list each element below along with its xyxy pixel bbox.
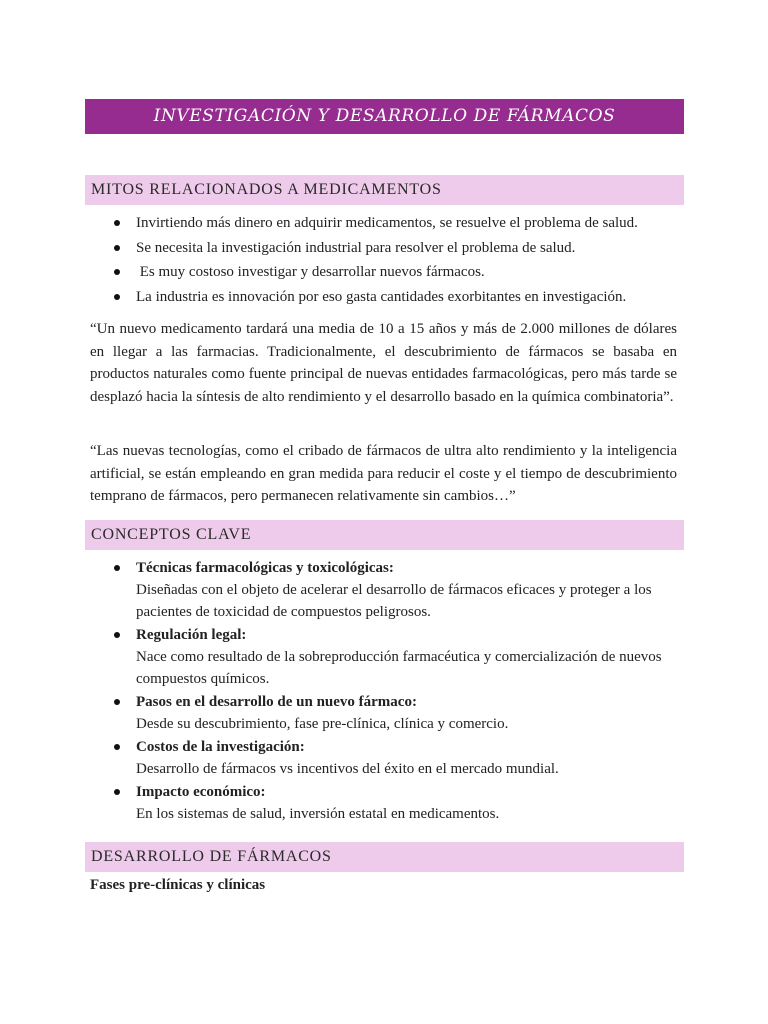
myth-text: Invirtiendo más dinero en adquirir medicamentos, se resuelve el problema de salud. [136, 215, 638, 231]
section-heading-myths: MITOS RELACIONADOS A MEDICAMENTOS [85, 175, 684, 205]
concept-description: Desarrollo de fármacos vs incentivos del éxito en el mercado mundial. [136, 761, 559, 777]
bullet-icon [114, 789, 120, 795]
bullet-icon [114, 565, 120, 571]
list-item [90, 212, 684, 237]
list-item [90, 691, 684, 735]
concept-description: En los sistemas de salud, inversión estatal en medicamentos. [136, 806, 500, 822]
list-item [90, 261, 684, 286]
concept-term: Regulación legal: [136, 627, 247, 643]
document-title: INVESTIGACIÓN Y DESARROLLO DE FÁRMACOS [85, 99, 684, 134]
concept-term: Técnicas farmacológicas y toxicológicas: [136, 560, 394, 576]
concept-term: Costos de la investigación: [136, 739, 305, 755]
concept-term: Pasos en el desarrollo de un nuevo fármaco: [136, 694, 417, 710]
list-item [90, 557, 684, 623]
myth-text: La industria es innovación por eso gasta cantidades exorbitantes en investigación. [136, 288, 627, 305]
list-item [90, 624, 684, 690]
bullet-icon [114, 699, 120, 705]
myths-list [90, 212, 684, 310]
section-heading-development: DESARROLLO DE FÁRMACOS [85, 842, 684, 872]
bullet-icon [114, 744, 120, 750]
list-item [90, 286, 684, 311]
bullet-icon [114, 220, 120, 226]
section-subheading: Fases pre-clínicas y clínicas [90, 877, 266, 893]
list-item [90, 736, 684, 780]
concept-term: Impacto económico: [136, 784, 266, 800]
concept-description: Desde su descubrimiento, fase pre-clínica, clínica y comercio. [136, 716, 509, 732]
concepts-list [90, 557, 684, 826]
concept-description: Nace como resultado de la sobreproducción farmacéutica y comercialización de nuevos compuestos químicos. [136, 649, 662, 687]
list-item [90, 237, 684, 262]
quote-paragraph-1: “Un nuevo medicamento tardará una media de 10 a 15 años y más de 2.000 millones de dólares en llegar a las farmacias. Tradicionalmente, el descubrimiento de fármacos se basaba en productos naturales como fuente principal de nuevas entidades farmacológicas, pero más tarde se desplazó hacia la síntesis de alto rendimiento y el desarrollo basado en la química combinatoria”. [90, 321, 677, 405]
bullet-icon [114, 294, 120, 300]
bullet-icon [114, 245, 120, 251]
bullet-icon [114, 632, 120, 638]
concept-description: Diseñadas con el objeto de acelerar el desarrollo de fármacos eficaces y proteger a los pacientes de toxicidad de compuestos peligrosos. [136, 582, 652, 620]
quote-paragraph-2: “Las nuevas tecnologías, como el cribado de fármacos de ultra alto rendimiento y la inteligencia artificial, se están empleando en gran medida para reducir el coste y el tiempo de descubrimiento temprano de fármacos, pero permanecen relativamente sin cambios…” [90, 443, 677, 504]
myth-text: Es muy costoso investigar y desarrollar nuevos fármacos. [136, 264, 485, 280]
list-item [90, 781, 684, 825]
bullet-icon [114, 269, 120, 275]
section-heading-concepts: CONCEPTOS CLAVE [85, 520, 684, 550]
myth-text: Se necesita la investigación industrial para resolver el problema de salud. [136, 239, 576, 256]
